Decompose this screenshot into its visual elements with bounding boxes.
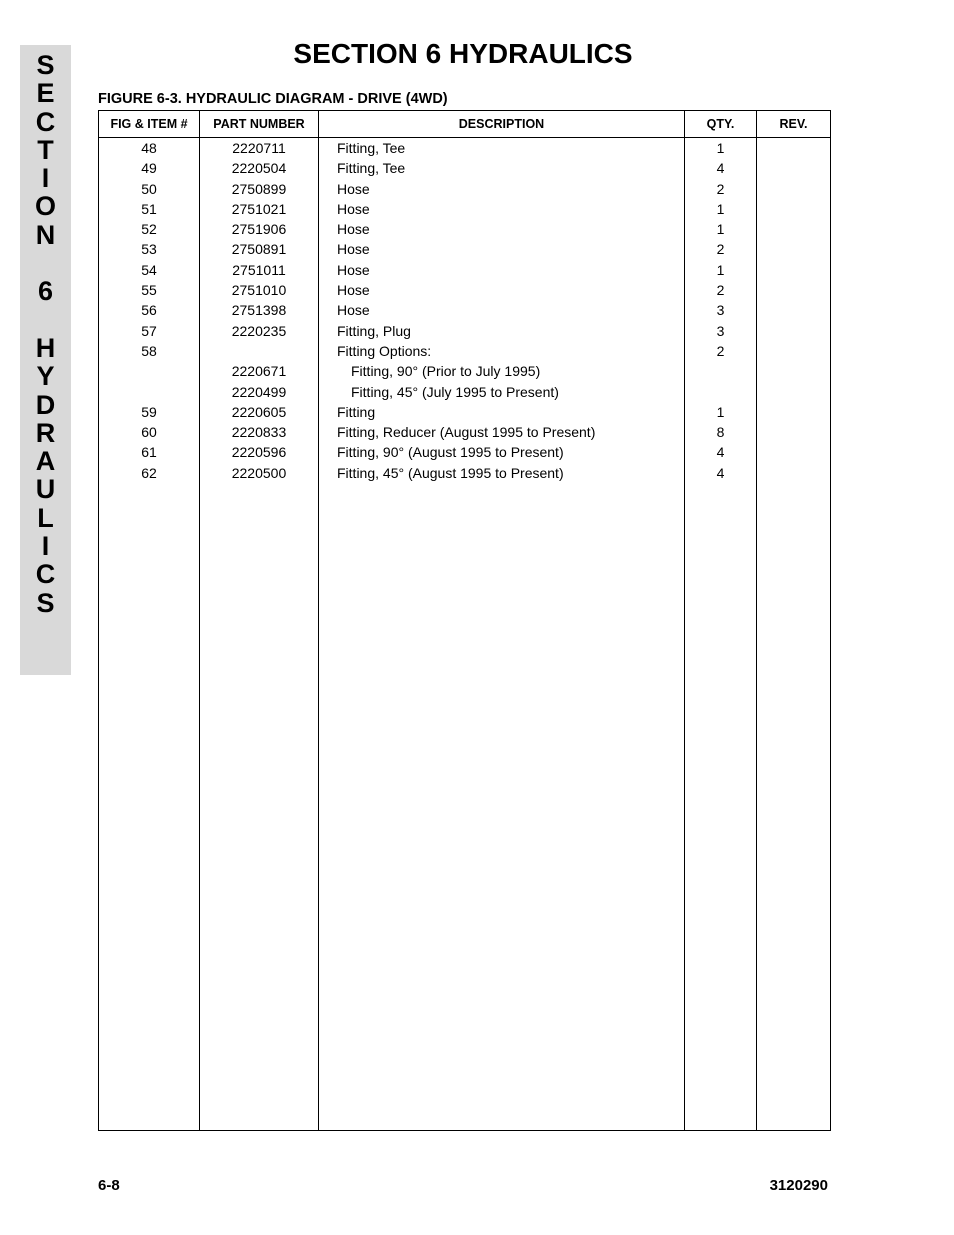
cell-part-number: 2751906: [200, 219, 319, 239]
document-number: 3120290: [769, 1177, 828, 1194]
cell-rev: [757, 239, 831, 259]
cell-description: Fitting, 90° (Prior to July 1995): [319, 361, 685, 381]
cell-fig-item: 62: [99, 463, 200, 483]
table-row: [99, 321, 831, 341]
cell-qty: 4: [685, 158, 757, 178]
side-tab-letter: 6: [37, 276, 54, 307]
cell-rev: [757, 463, 831, 483]
table-row: [99, 402, 831, 422]
table-row: [99, 300, 831, 320]
side-tab-letter: L: [37, 502, 54, 533]
side-tab-letter: R: [35, 417, 56, 448]
cell-part-number: 2751011: [200, 260, 319, 280]
cell-part-number: 2220671: [200, 361, 319, 381]
side-tab-letter: D: [35, 389, 56, 420]
table-row: [99, 382, 831, 402]
cell-description: Hose: [319, 280, 685, 300]
cell-description: Fitting, 90° (August 1995 to Present): [319, 442, 685, 462]
side-tab-letter: S: [36, 587, 55, 618]
table-row: [99, 219, 831, 239]
header-fig-item: FIG & ITEM #: [99, 111, 200, 138]
cell-fig-item: 61: [99, 442, 200, 462]
cell-part-number: 2220605: [200, 402, 319, 422]
cell-part-number: 2220499: [200, 382, 319, 402]
cell-description: Hose: [319, 179, 685, 199]
cell-part-number: 2220833: [200, 422, 319, 442]
cell-rev: [757, 321, 831, 341]
side-tab-letter: U: [35, 474, 56, 505]
side-tab-letter: I: [41, 163, 50, 194]
cell-description: Fitting, Plug: [319, 321, 685, 341]
cell-part-number: 2220596: [200, 442, 319, 462]
cell-description: Fitting, 45° (August 1995 to Present): [319, 463, 685, 483]
cell-rev: [757, 199, 831, 219]
cell-rev: [757, 442, 831, 462]
cell-fig-item: 55: [99, 280, 200, 300]
figure-title: FIGURE 6-3. HYDRAULIC DIAGRAM - DRIVE (4WD): [98, 91, 448, 107]
cell-rev: [757, 280, 831, 300]
section-side-tab: [20, 45, 71, 675]
cell-description: Fitting, 45° (July 1995 to Present): [319, 382, 685, 402]
side-tab-letter: C: [35, 559, 56, 590]
table-row: [99, 179, 831, 199]
cell-rev: [757, 402, 831, 422]
cell-description: Hose: [319, 260, 685, 280]
table-row: [99, 422, 831, 442]
table-row: [99, 260, 831, 280]
side-tab-letter: T: [37, 134, 54, 165]
side-tab-letter: H: [35, 332, 56, 363]
cell-qty: 2: [685, 280, 757, 300]
cell-qty: 2: [685, 179, 757, 199]
cell-description: Hose: [319, 199, 685, 219]
table-header-row: [99, 111, 831, 138]
table-row: [99, 341, 831, 361]
cell-fig-item: 60: [99, 422, 200, 442]
cell-description: Fitting, Tee: [319, 138, 685, 159]
cell-qty: 3: [685, 321, 757, 341]
table-filler-row: [99, 483, 831, 1130]
cell-part-number: 2751010: [200, 280, 319, 300]
cell-fig-item: 50: [99, 179, 200, 199]
cell-qty: 1: [685, 260, 757, 280]
header-rev: REV.: [757, 111, 831, 138]
cell-rev: [757, 219, 831, 239]
cell-qty: 1: [685, 138, 757, 159]
page-title: SECTION 6 HYDRAULICS: [293, 38, 633, 69]
cell-qty: 8: [685, 422, 757, 442]
cell-fig-item: 51: [99, 199, 200, 219]
side-tab-letters: [20, 51, 71, 617]
cell-qty: 2: [685, 239, 757, 259]
filler-cell: [319, 483, 685, 1130]
cell-qty: 1: [685, 199, 757, 219]
cell-description: Fitting, Tee: [319, 158, 685, 178]
cell-part-number: 2750891: [200, 239, 319, 259]
cell-part-number: 2220235: [200, 321, 319, 341]
cell-description: Fitting Options:: [319, 341, 685, 361]
cell-fig-item: 48: [99, 138, 200, 159]
table-row: [99, 361, 831, 381]
cell-description: Hose: [319, 219, 685, 239]
cell-fig-item: 54: [99, 260, 200, 280]
cell-fig-item: [99, 382, 200, 402]
cell-fig-item: 59: [99, 402, 200, 422]
cell-qty: 1: [685, 402, 757, 422]
cell-fig-item: 58: [99, 341, 200, 361]
cell-qty: 4: [685, 463, 757, 483]
cell-part-number: 2220504: [200, 158, 319, 178]
cell-fig-item: [99, 361, 200, 381]
table-row: [99, 463, 831, 483]
cell-qty: [685, 382, 757, 402]
filler-cell: [200, 483, 319, 1130]
cell-rev: [757, 422, 831, 442]
cell-rev: [757, 341, 831, 361]
filler-cell: [685, 483, 757, 1130]
cell-rev: [757, 300, 831, 320]
side-tab-letter: Y: [36, 361, 55, 392]
cell-fig-item: 53: [99, 239, 200, 259]
cell-part-number: 2751021: [200, 199, 319, 219]
cell-fig-item: 52: [99, 219, 200, 239]
cell-rev: [757, 138, 831, 159]
side-tab-letter: S: [36, 50, 55, 80]
table-row: [99, 280, 831, 300]
side-tab-letter: N: [35, 219, 56, 250]
header-part-number: PART NUMBER: [200, 111, 319, 138]
table-row: [99, 158, 831, 178]
cell-part-number: 2220711: [200, 138, 319, 159]
side-tab-letter: I: [41, 531, 50, 562]
cell-fig-item: 49: [99, 158, 200, 178]
cell-rev: [757, 179, 831, 199]
side-tab-letter: E: [36, 78, 55, 109]
cell-qty: 1: [685, 219, 757, 239]
page-number: 6-8: [98, 1177, 120, 1194]
cell-part-number: [200, 341, 319, 361]
cell-part-number: 2220500: [200, 463, 319, 483]
cell-fig-item: 57: [99, 321, 200, 341]
cell-description: Fitting: [319, 402, 685, 422]
table-row: [99, 442, 831, 462]
header-qty: QTY.: [685, 111, 757, 138]
filler-cell: [757, 483, 831, 1130]
table-row: [99, 239, 831, 259]
table-row: [99, 138, 831, 159]
side-tab-letter: A: [35, 446, 56, 477]
cell-description: Hose: [319, 239, 685, 259]
parts-table: [98, 110, 831, 1131]
cell-part-number: 2750899: [200, 179, 319, 199]
cell-description: Hose: [319, 300, 685, 320]
side-tab-letter: O: [34, 191, 56, 222]
cell-qty: 3: [685, 300, 757, 320]
cell-qty: 4: [685, 442, 757, 462]
cell-qty: 2: [685, 341, 757, 361]
cell-rev: [757, 361, 831, 381]
cell-part-number: 2751398: [200, 300, 319, 320]
side-tab-letter: C: [35, 106, 56, 137]
cell-rev: [757, 260, 831, 280]
cell-rev: [757, 158, 831, 178]
cell-qty: [685, 361, 757, 381]
table-body: [99, 138, 831, 1131]
cell-fig-item: 56: [99, 300, 200, 320]
cell-description: Fitting, Reducer (August 1995 to Present): [319, 422, 685, 442]
header-description: DESCRIPTION: [319, 111, 685, 138]
cell-rev: [757, 382, 831, 402]
filler-cell: [99, 483, 200, 1130]
table-row: [99, 199, 831, 219]
